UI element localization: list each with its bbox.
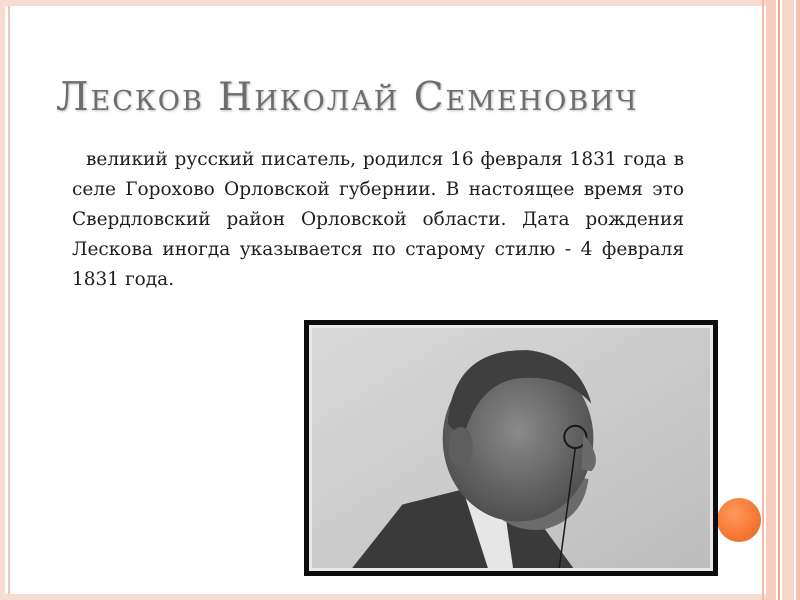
portrait-photo-frame [304,320,718,576]
top-decorative-border [0,0,770,6]
right-decorative-stripes [762,0,800,600]
slide-title: Лесков Николай Семенович [56,75,639,120]
slide-body-text: великий русский писатель, родился 16 февраля 1831 года в селе Горохово Орловской губернии. В настоящее время это Свердловский район Орловской области. Дата рождения Лескова иногда указывается по старому стилю - 4 февраля 1831 года. [72,149,684,290]
portrait-illustration [312,328,710,568]
bottom-decorative-border [0,594,770,600]
orange-circle-decoration [717,498,761,542]
portrait-photo [312,328,710,568]
left-decorative-border [0,0,14,600]
